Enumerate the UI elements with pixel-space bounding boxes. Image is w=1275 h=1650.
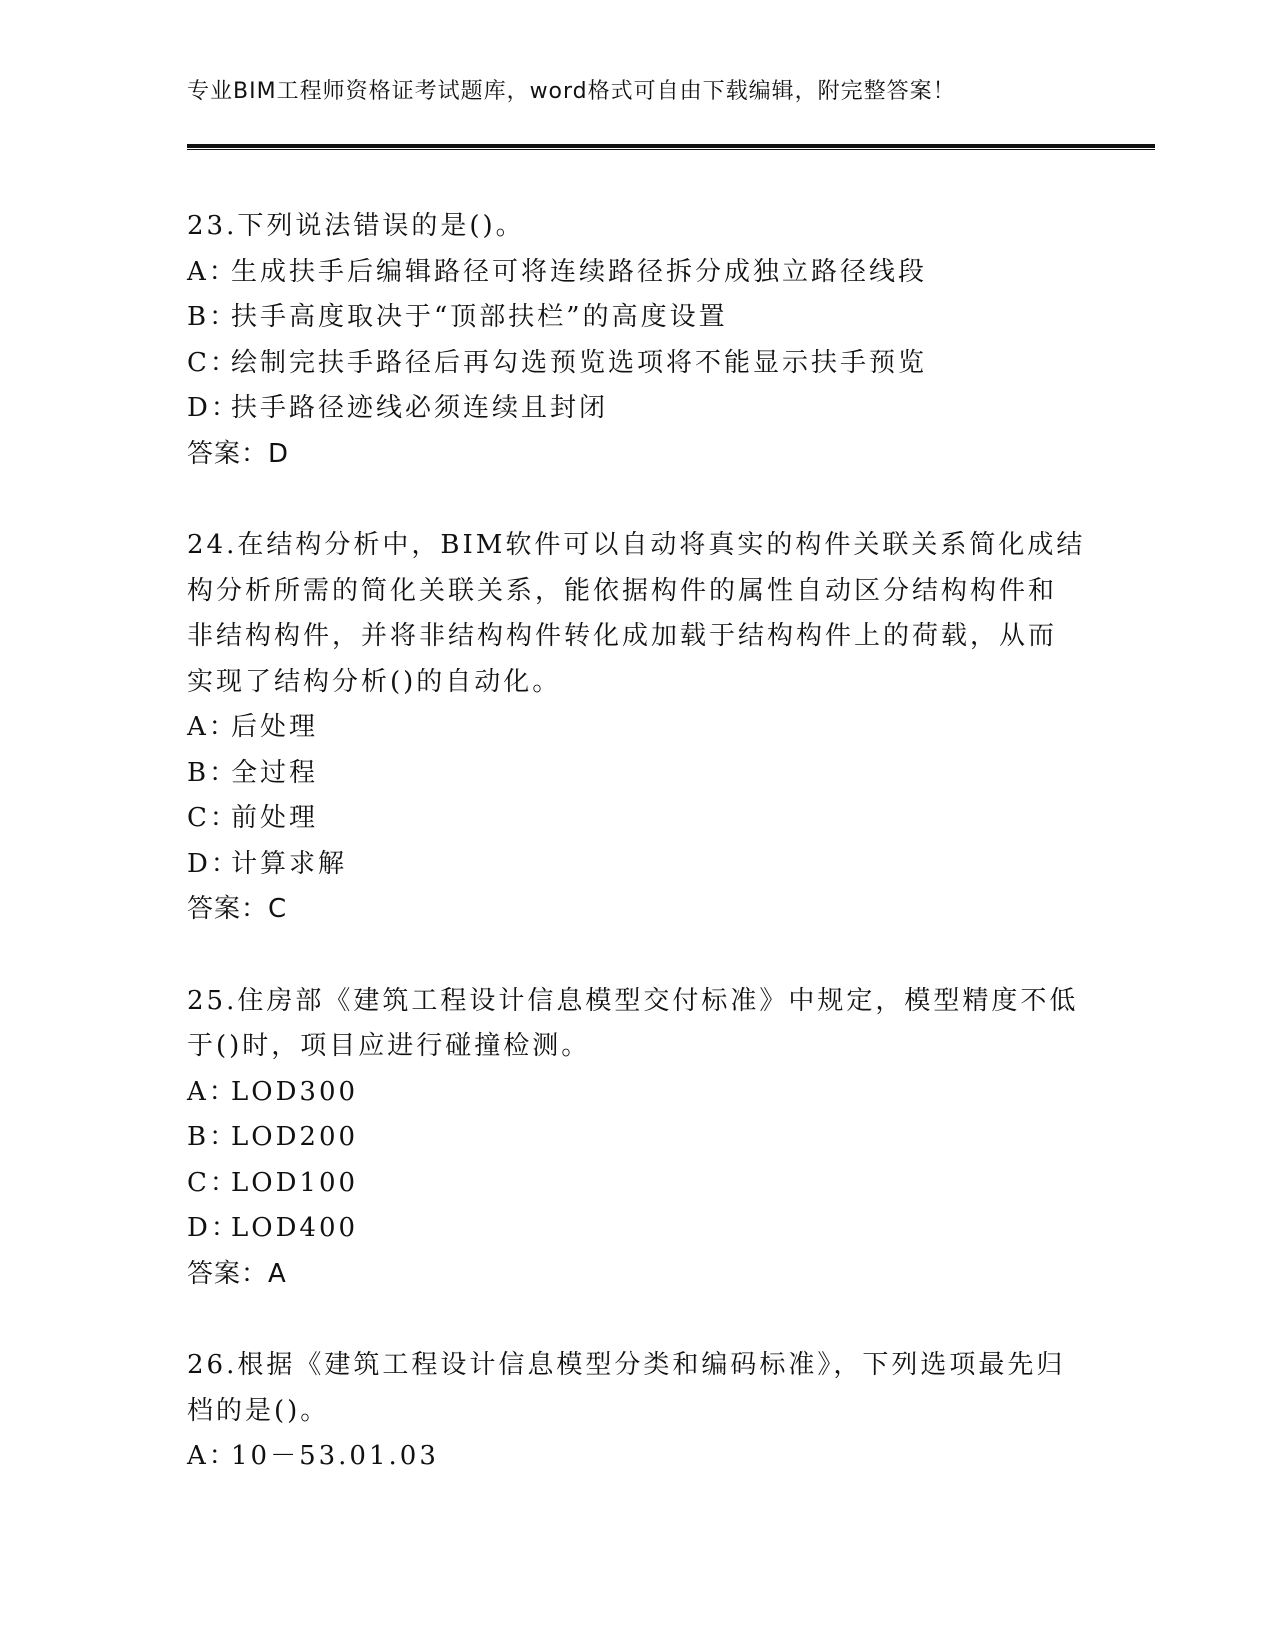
question-stem: [187, 204, 1087, 250]
option-b: [187, 295, 1087, 341]
option-letter: B：: [187, 302, 239, 332]
question-23: [187, 204, 1087, 477]
option-letter: C：: [187, 1167, 239, 1198]
stem-line: 23.下列说法错误的是()。: [187, 211, 525, 241]
option-b: [187, 751, 1087, 797]
option-c: [187, 796, 1087, 842]
option-b: [187, 1115, 1087, 1161]
option-letter: A：: [187, 712, 238, 742]
stem-line: 24.在结构分析中，BIM软件可以自动将真实的构件关联关系简化成结: [187, 530, 1086, 560]
option-text: LOD400: [231, 1213, 359, 1243]
option-letter: D：: [187, 393, 240, 423]
option-letter: B：: [187, 757, 239, 788]
option-d: [187, 386, 1087, 432]
stem-line: 26.根据《建筑工程设计信息模型分类和编码标准》，下列选项最先归: [187, 1350, 1066, 1380]
option-text: 扶手路径迹线必须连续且封闭: [231, 393, 609, 423]
option-letter: D：: [187, 848, 240, 879]
stem-line: 25.住房部《建筑工程设计信息模型交付标准》中规定，模型精度不低: [187, 985, 1079, 1016]
question-stem: [187, 523, 1087, 705]
option-letter: A：: [187, 1441, 238, 1471]
option-d: [187, 842, 1087, 888]
option-a: [187, 1070, 1087, 1116]
option-text: 生成扶手后编辑路径可将连续路径拆分成独立路径线段: [231, 256, 928, 287]
option-text: 后处理: [231, 712, 319, 742]
header-divider: [187, 144, 1155, 150]
option-text: 前处理: [231, 803, 319, 833]
option-c: [187, 341, 1087, 387]
answer-line: 答案：D: [187, 438, 290, 469]
option-text: 计算求解: [231, 848, 348, 879]
option-c: [187, 1161, 1087, 1207]
answer-line: 答案：C: [187, 894, 288, 924]
option-text: LOD300: [231, 1076, 359, 1107]
question-stem: [187, 979, 1087, 1070]
option-a: [187, 1434, 1087, 1480]
option-a: [187, 705, 1087, 751]
answer-line: 答案：A: [187, 1258, 287, 1289]
option-letter: B：: [187, 1122, 239, 1152]
option-text: 绘制完扶手路径后再勾选预览选项将不能显示扶手预览: [231, 347, 928, 378]
question-list: [187, 204, 1087, 1526]
question-26: [187, 1343, 1087, 1480]
option-letter: A：: [187, 256, 238, 287]
stem-line: 非结构构件，并将非结构构件转化成加载于结构构件上的荷载，从而: [187, 621, 1058, 651]
option-letter: C：: [187, 803, 239, 833]
option-text: LOD100: [231, 1167, 359, 1198]
option-letter: D：: [187, 1213, 240, 1243]
option-letter: C：: [187, 347, 239, 378]
question-24: [187, 523, 1087, 933]
option-text: 10－53.01.03: [231, 1441, 439, 1471]
page-header: 专业BIM工程师资格证考试题库，word格式可自由下载编辑，附完整答案！: [187, 79, 956, 104]
option-letter: A：: [187, 1076, 238, 1107]
stem-line: 实现了结构分析()的自动化。: [187, 666, 562, 697]
option-d: [187, 1206, 1087, 1252]
stem-line: 构分析所需的简化关联关系，能依据构件的属性自动区分结构构件和: [187, 575, 1058, 606]
question-stem: [187, 1343, 1087, 1434]
option-a: [187, 250, 1087, 296]
option-text: LOD200: [231, 1122, 359, 1152]
question-25: [187, 979, 1087, 1298]
stem-line: 于()时，项目应进行碰撞检测。: [187, 1031, 591, 1061]
option-text: 全过程: [231, 757, 319, 788]
option-text: 扶手高度取决于“顶部扶栏”的高度设置: [231, 302, 728, 332]
stem-line: 档的是()。: [187, 1395, 330, 1426]
